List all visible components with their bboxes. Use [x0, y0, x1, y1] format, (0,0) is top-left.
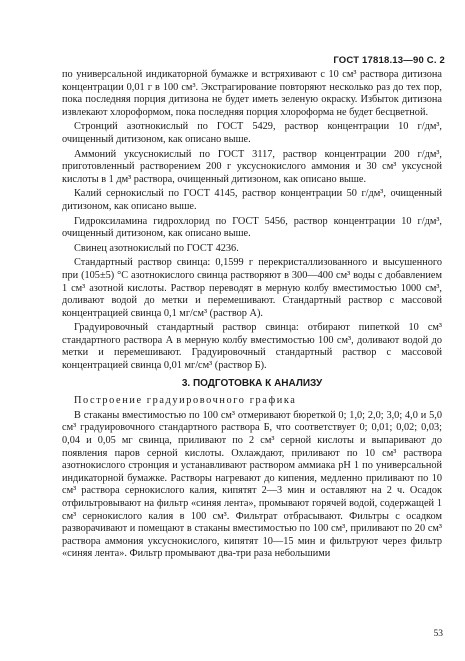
paragraph-potassium-sulfate: Калий сернокислый по ГОСТ 4145, раствор концентрации 50 г/дм³, очищенный дитизоном, как описано выше. [62, 188, 442, 212]
paragraph-hydroxylamine: Гидроксиламина гидрохлорид по ГОСТ 5456, раствор концентрации 10 г/дм³, очищенный дитизоном, как описано выше. [62, 215, 442, 240]
paragraph-calibration-procedure: В стаканы вместимостью по 100 см³ отмеривают бюреткой 0; 1,0; 2,0; 3,0; 4,0 и 5,0 см³ градуировочного стандартного раствора Б, что соответствует 0; 0,01; 0,02; 0,03; 0,04 и 0,05 мг свинца, приливают по 2 см³ серной кислоты и выпаривают до появления паров серной кислоты. Охлаждают, приливают по 10 см³ раствора азотнокислого стронция и устанавливают раствором аммиака рН 1 по универсальной индикаторной бумажке. Растворы нагревают до кипения, медленно приливают по 10 см³ раствора сернокислого калия, кипятят 2—3 мин и оставляют на 2 ч. Осадок отфильтровывают на фильтр «синяя лента», промывают горячей водой, содержащей 1 см³ сернокислого калия в 100 см³. Фильтрат отбрасывают. Фильтры с осадком разворачивают и помещают в стаканы вместимостью по 100 см³, приливают по 20 см³ раствора аммония уксуснокислого, кипятят 10—15 мин и фильтруют через фильтр «синяя лента». Фильтр промывают два-три раза небольшими [62, 409, 442, 560]
paragraph-ammonium-acetate: Аммоний уксуснокислый по ГОСТ 3117, раствор концентрации 200 г/дм³, приготовленный растворением 200 г уксуснокислого аммония и 30 см³ уксусной кислоты в 1 дм³ раствора, очищенный дитизоном, как описано выше. [62, 148, 442, 185]
section-subtitle: Построение градуировочного графика [74, 395, 297, 407]
paragraph-continuation: по универсальной индикаторной бумажке и встряхивают с 10 см³ раствора дитизона концентрации 0,01 г в 100 см³. Экстрагирование повторяют несколько раз до тех пор, пока последняя порция дитизона не будет иметь зеленую окраску. Избыток дитизона извлекают хлороформом, пока последняя порция хлороформа не будет бесцветной. [62, 69, 442, 118]
paragraph-strontium-nitrate: Стронций азотнокислый по ГОСТ 5429, раствор концентрации 10 г/дм³, очищенный дитизоном, как описано выше. [62, 121, 442, 145]
page-number: 53 [433, 629, 443, 639]
page-header: ГОСТ 17818.13—90 С. 2 [333, 55, 445, 66]
section-title: 3. ПОДГОТОВКА К АНАЛИЗУ [181, 377, 323, 389]
paragraph-lead-nitrate: Свинец азотнокислый по ГОСТ 4236. [74, 242, 239, 254]
paragraph-calibration-solution: Градуировочный стандартный раствор свинца: отбирают пипеткой 10 см³ стандартного раствора А в мерную колбу вместимостью 100 см³, доливают водой до метки и перемешивают. Градуировочный стандартный раствор с массовой концентрацией свинца 0,01 мг/см³ (раствор Б). [62, 322, 442, 372]
document-body [62, 69, 442, 563]
paragraph-standard-solution: Стандартный раствор свинца: 0,1599 г перекристаллизованного и высушенного при (105±5) °С азотнокислого свинца растворяют в 300—400 см³ воды с добавлением 1 см³ азотной кислоты. Раствор переводят в мерную колбу вместимостью 1000 см³, доливают водой до метки и перемешивают. Стандартный раствор с массовой концентрацией свинца 0,1 мг/см³ (раствор А). [62, 257, 442, 319]
